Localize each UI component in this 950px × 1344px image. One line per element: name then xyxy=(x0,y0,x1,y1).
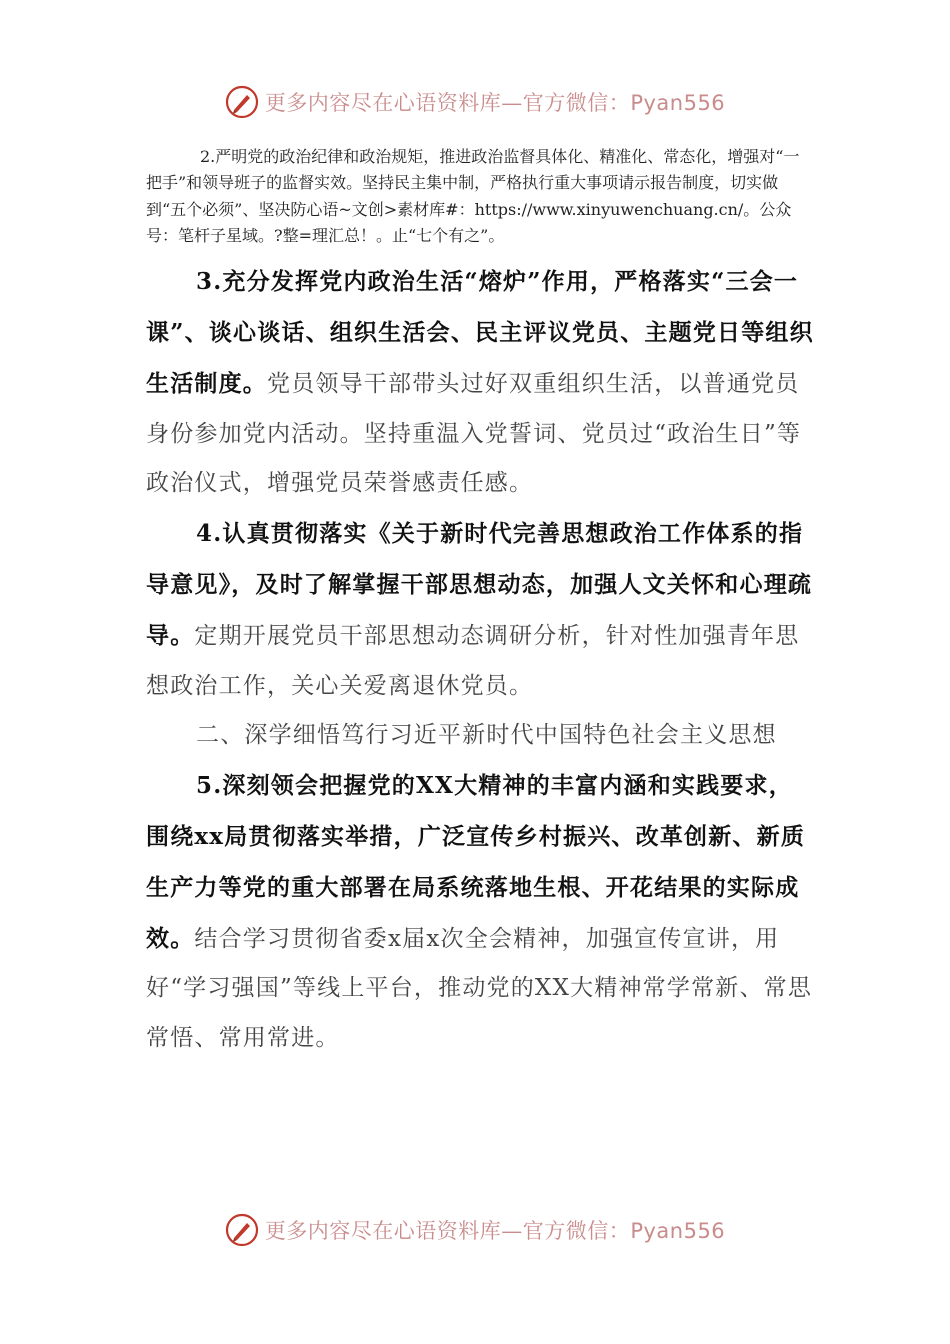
paragraph-4-bold: 4.认真贯彻落实《关于新时代完善思想政治工作体系的指导意见》，及时了解掌握干部思想动态，加强人文关怀和心理疏导。 xyxy=(146,520,813,649)
header-banner xyxy=(0,80,950,124)
paragraph-5-bold: 5.深刻领会把握党的XX大精神的丰富内涵和实践要求，围绕xx局贯彻落实举措，广泛宣传乡村振兴、改革创新、新质生产力等党的重大部署在局系统落地生根、开花结果的实际成效。 xyxy=(146,772,806,952)
paragraph-4 xyxy=(146,509,814,711)
footer-banner xyxy=(0,1208,950,1252)
document-body xyxy=(146,144,814,1064)
paragraph-2: 2.严明党的政治纪律和政治规矩，推进政治监督具体化、精准化、常态化，增强对“一把手”和领导班子的监督实效。坚持民主集中制，严格执行重大事项请示报告制度，切实做到“五个必须”、坚决防心语~文创>素材库#：https://www.xinyuwenchuang.cn/。公众号：笔杆子星域。?整=理汇总！。止“七个有之”。 xyxy=(146,147,800,245)
pen-logo-icon xyxy=(225,85,259,119)
banner-text: 更多内容尽在心语资料库—官方微信：Pyan556 xyxy=(264,1219,726,1243)
paragraph-3-bold: 3.充分发挥党内政治生活“熔炉”作用，严格落实“三会一课”、谈心谈话、组织生活会、民主评议党员、主题党日等组织生活制度。 xyxy=(146,268,814,397)
banner-text: 更多内容尽在心语资料库—官方微信：Pyan556 xyxy=(264,91,726,115)
section-heading-2: 二、深学细悟笃行习近平新时代中国特色社会主义思想 xyxy=(196,722,777,749)
paragraph-5 xyxy=(146,761,814,1064)
paragraph-5-plain: 结合学习贯彻省委x届x次全会精神，加强宣传宣讲，用好“学习强国”等线上平台，推动党的XX大精神常学常新、常思常悟、常用常进。 xyxy=(146,925,813,1052)
paragraph-3 xyxy=(146,257,814,509)
paragraph-3-plain: 党员领导干部带头过好双重组织生活，以普通党员身份参加党内活动。坚持重温入党誓词、党员过“政治生日”等政治仪式，增强党员荣誉感责任感。 xyxy=(146,370,802,497)
pen-logo-icon xyxy=(225,1213,259,1247)
paragraph-4-plain: 定期开展党员干部思想动态调研分析，针对性加强青年思想政治工作，关心关爱离退休党员。 xyxy=(146,622,800,699)
